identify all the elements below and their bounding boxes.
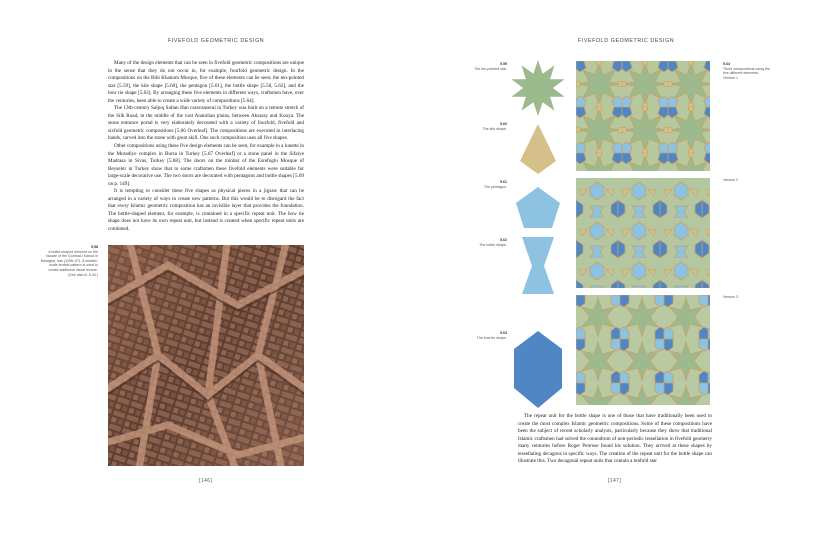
shape-caption-pentagon: 5.61 The pentagon. [483,180,507,189]
left-running-head: FIVEFOLD GEOMETRIC DESIGN [168,38,265,44]
version-3-label: Version 3 [723,295,738,299]
shape-caption-bowtie: 5.63 The bow tie shape. [476,331,507,340]
pattern-panel-3 [576,295,710,405]
shape-caption-bottle: 5.62 The bottle shape. [479,238,507,247]
paragraph: The repeat unit for the bottle shape is one of those that have traditionally been used to create the most complex Islamic geometric compositions. Some of these compositions have been the subject of recent scholarly analysis, particularly because they show that traditional Islamic craftsmen had solved the conundrum of non-periodic tessellation in fivefold geometry many centuries before Roger Penrose found his solution. They arrived at these shapes by tessellating decagons in specific ways. The creation of the repeat unit for the bottle shape can illustrate this. Two decagonal repeat units that contain a tenfold star [518,413,712,465]
version-2-label: Version 2 [723,178,738,182]
right-folio: [147] [608,478,622,484]
caption-text: A bottle-shaped element on the facade of the Gunbad-i Kabud in Maragha, Iran (1196–97). A smaller-scale tenfold pattern is used to create additional visual texture. (See also ill. 5.44.) [40,249,98,277]
version-1-label: Version 1 [723,75,738,80]
pattern-panel-1 [576,61,710,171]
paragraph: Other compositions using these five design elements can be seen, for example in a lunette in the Muradiye complex in Bursa in Turkey [5.67 Overleaf] or a stone panel in the Sifaiye Madrasa in Sivas, Turkey [5.68]. The doors on the minbar of the Esrefoglu Mosque of Beysehir in Turkey show that to some craftsmen these fivefold elements were suitable for large-scale decorative use. The two doors are decorated with pentagons and bottle shapes [5.69 on p. 149]. [108,143,304,187]
carved-facade-photo [108,245,304,466]
left-folio: [146] [199,478,213,484]
brick-relief-image [108,245,304,466]
pentagon-icon [516,187,560,228]
paragraph: It is tempting to consider these five shapes as physical pieces in a jigsaw that can be arranged in a variety of ways to create new patterns. But this would be to disregard the fact that every Islamic geometric composition has an invisible layer that provides the foundation. The bottle-shaped element, for example, is contained in a specific repeat unit. The bow tie shape does not have its own repeat unit, but instead is created when specific repeat units are combined. [108,188,304,233]
left-body-text [108,60,304,234]
paragraph: Many of the design elements that can be seen in fivefold geometric compositions are unique in the sense that they do not occur in, for example, fourfold geometric design. In the compositions on the Bibi Khanum Mosque, five of these elements can be seen: the ten-pointed star [5.59], the kite shape [5.60], the pentagon [5.61], the bottle shape [5.58, 5.62], and the bow tie shape [5.63]. By arranging these five elements in different ways, craftsmen have, over the centuries, been able to create a wide variety of compositions [5.64]. [108,60,304,104]
composition-version-1 [576,61,710,171]
caption-number: 5.58 [91,245,98,249]
shape-caption-kite: 5.60 The kite shape. [482,122,507,131]
kite-icon [520,124,556,174]
photo-caption [40,245,98,277]
composition-version-2 [576,178,710,288]
ten-pointed-star-icon [511,60,564,116]
shape-column [508,56,568,416]
composition-version-3 [576,295,710,405]
panels-caption: 5.64 Three compositions using the five different elements. Version 1 [723,62,770,80]
right-body-text [518,413,712,466]
shape-caption-star: 5.59 The ten-pointed star. [474,62,507,71]
bow-tie-icon [514,331,562,408]
pattern-panel-2 [576,178,710,288]
right-running-head: FIVEFOLD GEOMETRIC DESIGN [578,38,675,44]
paragraph: The 13th-century Saljuq Sultan Han caravanserai in Turkey was built on a remote stretch of the Silk Road, in the middle of the vast Anatolian plains, between Aksaray and Konya. The stone entrance portal is very elaborately decorated with a variety of fourfold, fivefold and sixfold geometric compositions [5.66 Overleaf]. The compositions are executed in interlacing bands, carved into the stone with great skill. One such composition uses all five shapes. [108,105,304,142]
bottle-shape-icon [522,237,554,294]
